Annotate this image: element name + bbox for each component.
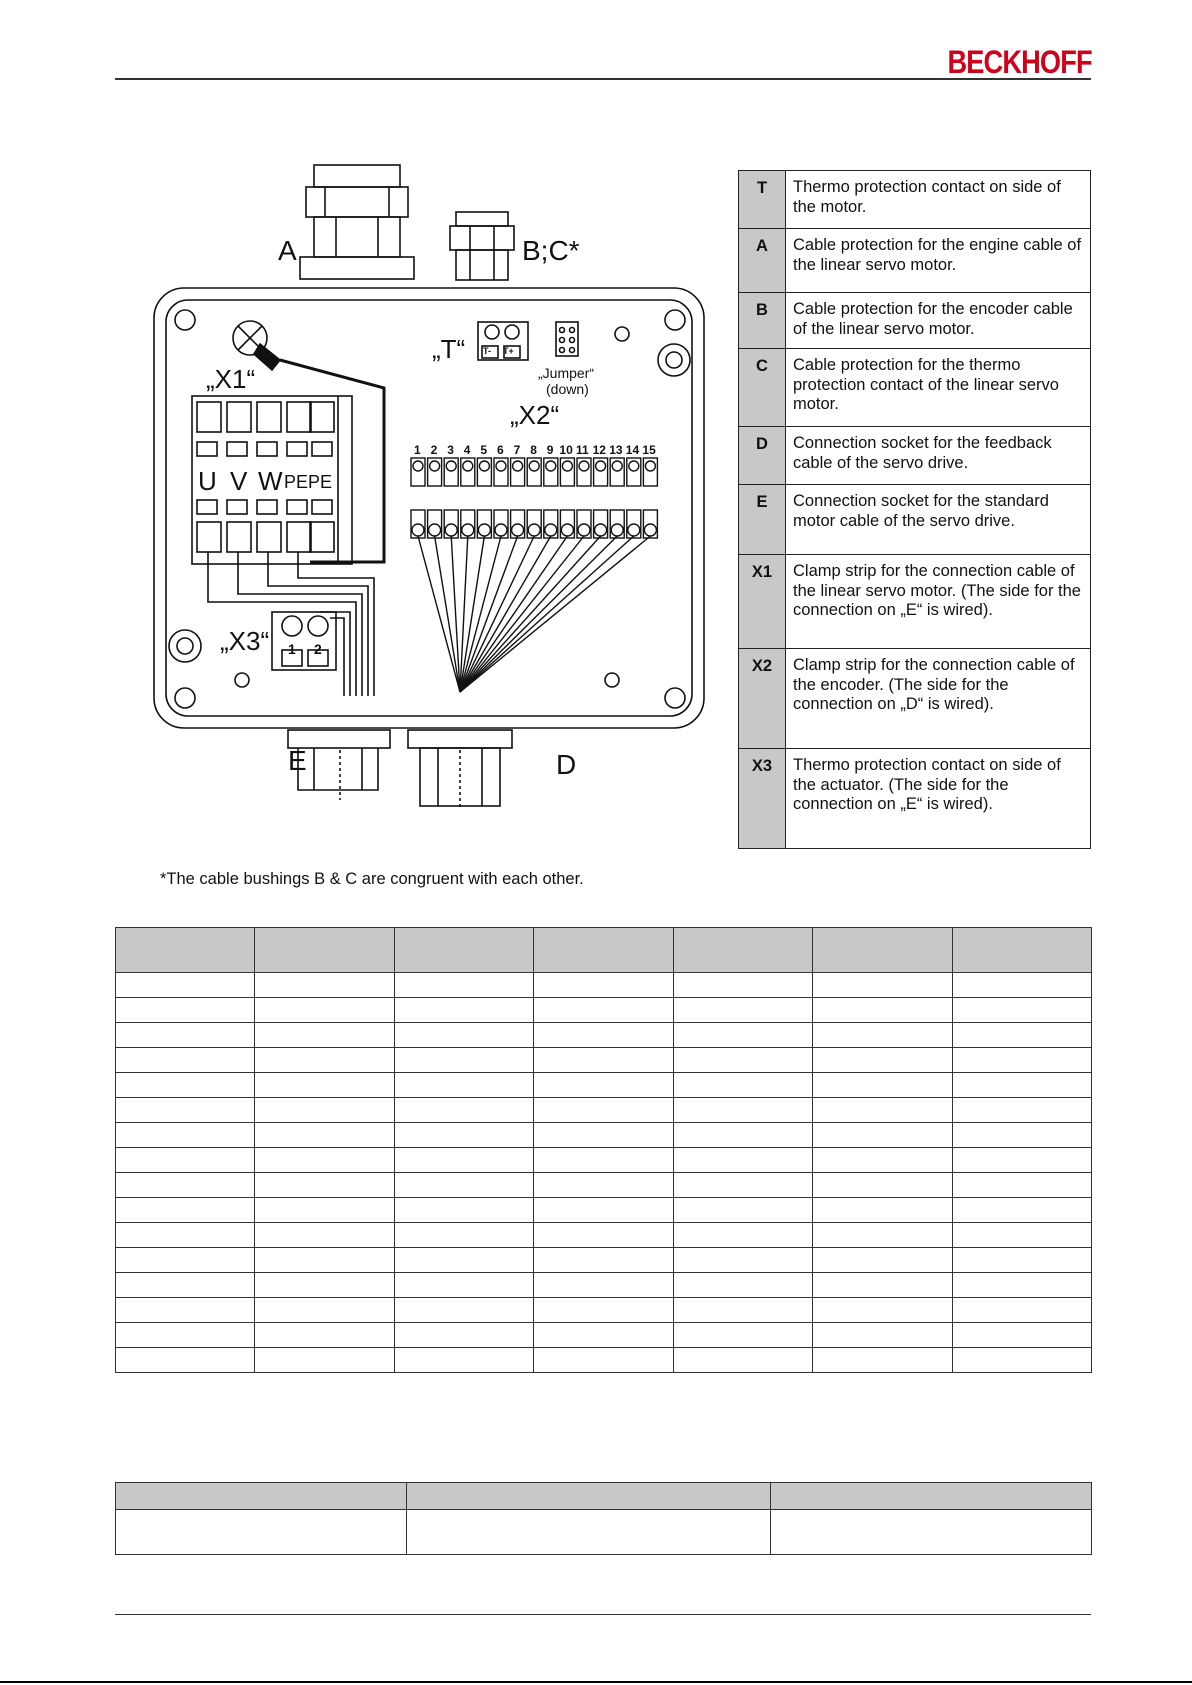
table-cell: [813, 998, 952, 1023]
table-row: [116, 1148, 1092, 1173]
legend-row: [739, 229, 1091, 293]
x2-terminal: [460, 458, 657, 692]
table-cell: [952, 1198, 1091, 1223]
x2-terminal: [444, 458, 460, 692]
cable-table-header-1: [116, 1483, 407, 1510]
legend-text: Thermo protection contact on side of the motor.: [786, 171, 1091, 229]
label-jumper-sub: (down): [546, 381, 589, 397]
x2-terminal-number: 12: [592, 443, 606, 457]
legend-row: [739, 749, 1091, 849]
label-gland-bc: B;C*: [522, 235, 580, 266]
table-cell: [673, 1073, 812, 1098]
table-cell: [534, 973, 673, 998]
table-row: [116, 973, 1092, 998]
cable-table-cell: [406, 1510, 770, 1555]
table-cell: [952, 1098, 1091, 1123]
label-x1: „X1“: [206, 364, 256, 394]
table-cell: [116, 1073, 255, 1098]
table-cell: [952, 1348, 1091, 1373]
legend-key: E: [739, 485, 786, 555]
legend-key: B: [739, 293, 786, 349]
table-cell: [255, 1273, 394, 1298]
table-cell: [394, 1248, 533, 1273]
legend-text: Clamp strip for the connection cable of the encoder. (The side for the connection on „D“ is wired).: [786, 649, 1091, 749]
table-cell: [952, 1123, 1091, 1148]
cable-table: [115, 1482, 1092, 1555]
legend-key: T: [739, 171, 786, 229]
x2-terminal-number: 8: [530, 443, 537, 457]
table-header-cell: [813, 928, 952, 973]
table-cell: [255, 1123, 394, 1148]
gland-a-nut: [306, 187, 408, 217]
table-cell: [813, 1323, 952, 1348]
x2-terminal-number: 2: [430, 443, 438, 457]
x1-label-pe2: PE: [308, 472, 333, 492]
table-cell: [952, 1048, 1091, 1073]
legend-text: Connection socket for the standard motor cable of the servo drive.: [786, 485, 1091, 555]
table-cell: [534, 1223, 673, 1248]
table-cell: [673, 1273, 812, 1298]
legend-key: X2: [739, 649, 786, 749]
legend-key: C: [739, 349, 786, 427]
legend-row: [739, 555, 1091, 649]
table-cell: [116, 1123, 255, 1148]
footnote: *The cable bushings B & C are congruent with each other.: [160, 870, 584, 888]
table-cell: [255, 1073, 394, 1098]
table-cell: [116, 973, 255, 998]
table-cell: [952, 1323, 1091, 1348]
table-cell: [673, 1223, 812, 1248]
table-row: [116, 1273, 1092, 1298]
x2-terminal-strip: [410, 456, 661, 692]
table-row: [116, 1248, 1092, 1273]
table-cell: [255, 1323, 394, 1348]
x2-terminal-number: 14: [625, 443, 640, 457]
table-row: [116, 1348, 1092, 1373]
table-cell: [534, 1023, 673, 1048]
label-x2: „X2“: [510, 400, 560, 430]
table-cell: [534, 1048, 673, 1073]
table-cell: [255, 1223, 394, 1248]
table-cell: [952, 1273, 1091, 1298]
table-cell: [255, 1098, 394, 1123]
table-cell: [813, 1173, 952, 1198]
gland-d-base: [408, 730, 512, 748]
table-cell: [952, 1173, 1091, 1198]
table-row: [116, 998, 1092, 1023]
table-cell: [534, 1323, 673, 1348]
table-cell: [394, 1198, 533, 1223]
table-row: [116, 1048, 1092, 1073]
table-cell: [813, 1023, 952, 1048]
x2-terminal-number: 9: [546, 443, 554, 457]
table-cell: [255, 973, 394, 998]
table-row: [116, 1023, 1092, 1048]
table-cell: [394, 1098, 533, 1123]
table-cell: [952, 1298, 1091, 1323]
label-socket-d: D: [556, 749, 577, 780]
enclosure-outer: [154, 288, 704, 728]
table-cell: [394, 1298, 533, 1323]
cable-table-header-2: [406, 1483, 770, 1510]
table-cell: [813, 973, 952, 998]
table-row: [116, 1123, 1092, 1148]
label-gland-a: A: [278, 235, 297, 266]
table-cell: [534, 1173, 673, 1198]
table-cell: [673, 998, 812, 1023]
table-cell: [116, 1323, 255, 1348]
table-cell: [673, 1348, 812, 1373]
table-cell: [394, 1323, 533, 1348]
table-cell: [255, 1248, 394, 1273]
table-cell: [813, 1198, 952, 1223]
table-cell: [673, 1248, 812, 1273]
table-cell: [813, 1273, 952, 1298]
legend-row: [739, 293, 1091, 349]
table-cell: [534, 998, 673, 1023]
x2-terminal-number: 13: [609, 443, 623, 457]
table-cell: [394, 973, 533, 998]
table-row: [116, 1173, 1092, 1198]
table-cell: [813, 1248, 952, 1273]
table-cell: [116, 1298, 255, 1323]
table-cell: [952, 1023, 1091, 1048]
legend-table: [738, 170, 1091, 849]
gland-a-base: [300, 257, 414, 279]
table-cell: [394, 1273, 533, 1298]
table-cell: [255, 1173, 394, 1198]
x2-terminal-number: 11: [576, 443, 589, 457]
legend-key: A: [739, 229, 786, 293]
x1-label-u: U: [198, 466, 217, 496]
legend-text: Connection socket for the feedback cable of the servo drive.: [786, 427, 1091, 485]
legend-row: [739, 427, 1091, 485]
junction-box-diagram: [110, 160, 730, 840]
table-cell: [394, 1048, 533, 1073]
table-cell: [534, 1198, 673, 1223]
table-cell: [673, 1323, 812, 1348]
legend-row: [739, 349, 1091, 427]
table-cell: [673, 1023, 812, 1048]
table-row: [116, 1298, 1092, 1323]
table-row: [116, 1223, 1092, 1248]
table-row: [116, 1098, 1092, 1123]
x1-label-w: W: [258, 466, 283, 496]
table-cell: [116, 1023, 255, 1048]
x1-label-v: V: [230, 466, 248, 496]
cable-table-cell: [771, 1510, 1092, 1555]
legend-text: Cable protection for the thermo protection contact of the linear servo motor.: [786, 349, 1091, 427]
table-cell: [673, 1173, 812, 1198]
table-header-cell: [255, 928, 394, 973]
x2-terminal: [460, 458, 491, 692]
cable-table-cell: [116, 1510, 407, 1555]
table-cell: [813, 1073, 952, 1098]
legend-text: Cable protection for the encoder cable of the linear servo motor.: [786, 293, 1091, 349]
table-cell: [534, 1273, 673, 1298]
table-cell: [394, 1223, 533, 1248]
table-cell: [952, 1248, 1091, 1273]
table-cell: [255, 1023, 394, 1048]
table-header-cell: [116, 928, 255, 973]
table-cell: [116, 998, 255, 1023]
table-cell: [673, 1123, 812, 1148]
x2-terminal: [411, 458, 460, 692]
x2-terminal: [428, 458, 460, 692]
label-jumper: „Jumper“: [538, 365, 595, 381]
label-t-plus: T+: [503, 346, 514, 356]
table-cell: [673, 1198, 812, 1223]
table-cell: [813, 1298, 952, 1323]
legend-row: [739, 171, 1091, 229]
table-cell: [255, 1048, 394, 1073]
x1-label-pe1: PE: [284, 472, 309, 492]
table-cell: [116, 1248, 255, 1273]
table-cell: [394, 1148, 533, 1173]
x3-label-1: 1: [288, 641, 296, 657]
legend-text: Clamp strip for the connection cable of the linear servo motor. (The side for the connection on „E“ is wired).: [786, 555, 1091, 649]
table-cell: [534, 1148, 673, 1173]
label-t: „T“: [432, 334, 466, 364]
table-cell: [813, 1148, 952, 1173]
x2-terminal: [460, 458, 558, 692]
x2-terminal-number: 5: [480, 443, 488, 457]
x2-terminal-number: 3: [447, 443, 454, 457]
table-cell: [534, 1248, 673, 1273]
table-cell: [673, 1298, 812, 1323]
x2-terminal: [460, 458, 541, 692]
table-cell: [116, 1148, 255, 1173]
table-cell: [813, 1098, 952, 1123]
table-cell: [255, 1198, 394, 1223]
x2-terminal-number: 7: [513, 443, 521, 457]
table-cell: [116, 1198, 255, 1223]
table-cell: [394, 1073, 533, 1098]
label-t-minus: T-: [483, 346, 491, 356]
gland-a-cap: [314, 165, 400, 187]
x3-label-2: 2: [314, 641, 322, 657]
legend-key: X3: [739, 749, 786, 849]
legend-text: Thermo protection contact on side of the actuator. (The side for the connection on „E“ is wired).: [786, 749, 1091, 849]
legend-row: [739, 649, 1091, 749]
table-cell: [673, 973, 812, 998]
x2-terminal-number: 6: [497, 443, 504, 457]
table-cell: [116, 1348, 255, 1373]
table-cell: [394, 998, 533, 1023]
table-cell: [952, 1073, 1091, 1098]
table-cell: [534, 1298, 673, 1323]
table-cell: [116, 1173, 255, 1198]
table-cell: [255, 1148, 394, 1173]
header-rule: [115, 78, 1091, 80]
table-cell: [255, 1298, 394, 1323]
table-cell: [813, 1048, 952, 1073]
legend-key: X1: [739, 555, 786, 649]
table-cell: [394, 1348, 533, 1373]
label-socket-e: E: [288, 745, 307, 776]
table-cell: [673, 1098, 812, 1123]
table-cell: [952, 1223, 1091, 1248]
table-cell: [673, 1048, 812, 1073]
table-cell: [394, 1173, 533, 1198]
table-cell: [534, 1098, 673, 1123]
table-cell: [952, 1148, 1091, 1173]
table-header-cell: [534, 928, 673, 973]
table-cell: [673, 1148, 812, 1173]
table-cell: [813, 1123, 952, 1148]
table-cell: [255, 1348, 394, 1373]
label-x3: „X3“: [220, 626, 270, 656]
table-cell: [255, 998, 394, 1023]
legend-row: [739, 485, 1091, 555]
table-cell: [394, 1123, 533, 1148]
x2-terminal-number: 15: [642, 443, 656, 457]
page-bottom-rule: [0, 1681, 1192, 1683]
pin-assignment-table: [115, 927, 1092, 1373]
brand-logo: BECKHOFF: [947, 44, 1092, 80]
table-row: [116, 1198, 1092, 1223]
table-cell: [952, 998, 1091, 1023]
x2-terminal-number: 4: [463, 443, 471, 457]
x2-terminal-number: 1: [414, 443, 421, 457]
table-header-cell: [952, 928, 1091, 973]
legend-key: D: [739, 427, 786, 485]
table-row: [116, 1323, 1092, 1348]
table-header-cell: [673, 928, 812, 973]
table-row: [116, 1073, 1092, 1098]
table-cell: [116, 1223, 255, 1248]
table-cell: [534, 1123, 673, 1148]
table-cell: [116, 1098, 255, 1123]
legend-text: Cable protection for the engine cable of the linear servo motor.: [786, 229, 1091, 293]
table-header-cell: [394, 928, 533, 973]
footer-rule: [115, 1614, 1091, 1615]
x2-terminal-number: 10: [559, 443, 573, 457]
table-cell: [813, 1348, 952, 1373]
cable-table-header-3: [771, 1483, 1092, 1510]
x2-terminal: [460, 458, 608, 692]
table-cell: [952, 973, 1091, 998]
table-cell: [813, 1223, 952, 1248]
table-cell: [116, 1273, 255, 1298]
table-cell: [116, 1048, 255, 1073]
table-cell: [534, 1348, 673, 1373]
table-cell: [394, 1023, 533, 1048]
table-cell: [534, 1073, 673, 1098]
